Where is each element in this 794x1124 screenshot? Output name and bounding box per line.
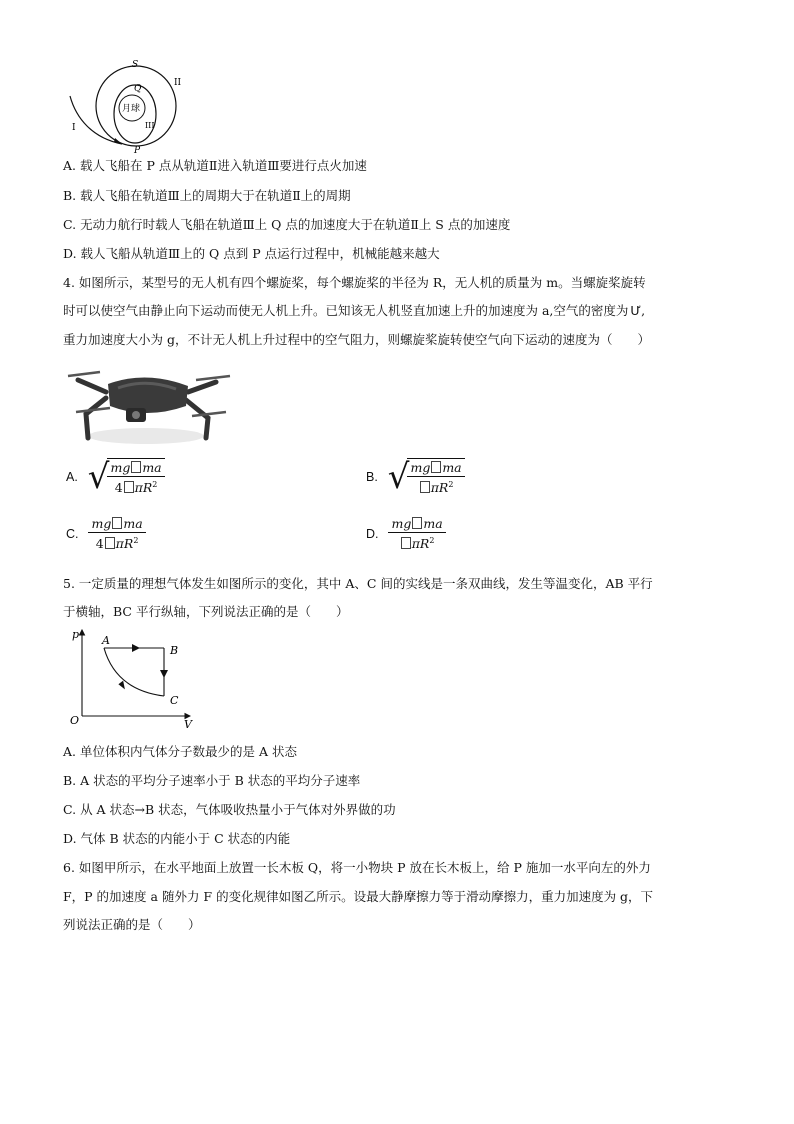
orbit-diagram (62, 58, 192, 158)
label-point-c: C (170, 694, 179, 707)
q4-option-b-label: B. (366, 470, 378, 485)
pv-graph (66, 624, 198, 732)
q4-stem-line3: 重力加速度大小为 g，不计无人机上升过程中的空气阻力，则螺旋桨旋转使空气向下运动的速度为（ ） (63, 332, 650, 347)
label-i: I (72, 123, 76, 133)
curve-ca (104, 648, 164, 696)
drone-image (66, 362, 232, 446)
q4-stem-line2: 时可以使空气由静止向下运动而使无人机上升。已知该无人机竖直加速上升的加速度为 a,空气的密度为 Ư, (63, 303, 646, 318)
q5-option-c: C. 从 A 状态→B 状态，气体吸收热量小于气体对外界做的功 (63, 802, 396, 817)
rho-glyph: Ư (630, 303, 642, 318)
q3-option-b: B. 载人飞船在轨道Ⅲ上的周期大于在轨道Ⅱ上的周期 (63, 188, 351, 203)
q4-stem-line1: 4. 如图所示，某型号的无人机有四个螺旋桨，每个螺旋桨的半径为 R，无人机的质量为 m。当螺旋桨旋转 (63, 275, 646, 290)
label-axis-v: V (184, 718, 192, 731)
q5-stem-line1: 5. 一定质量的理想气体发生如图所示的变化，其中 A、C 间的实线是一条双曲线，发生等温变化，AB 平行 (63, 576, 653, 591)
q6-stem-line2: F，P 的加速度 a 随外力 F 的变化规律如图乙所示。设最大静摩擦力等于滑动摩擦力，重力加速度为 g，下 (63, 889, 654, 904)
q5-stem-line2: 于横轴，BC 平行纵轴，下列说法正确的是（ ） (63, 604, 349, 619)
label-q: Q (134, 84, 142, 94)
q3-option-d: D. 载人飞船从轨道Ⅲ上的 Q 点到 P 点运行过程中，机械能越来越大 (63, 246, 440, 261)
q3-option-c: C. 无动力航行时载人飞船在轨道Ⅲ上 Q 点的加速度大于在轨道Ⅱ上 S 点的加速度 (63, 217, 511, 232)
label-p: P (134, 146, 141, 156)
q5-option-d: D. 气体 B 状态的内能小于 C 状态的内能 (63, 831, 291, 846)
q6-stem-line3: 列说法正确的是（ ） (63, 917, 201, 932)
q3-option-a: A. 载人飞船在 P 点从轨道Ⅱ进入轨道Ⅲ要进行点火加速 (63, 158, 367, 173)
sqrt-a: √ $\frac{\text{mg ma}}{4 \pi R^2}$ (88, 458, 165, 496)
q4-option-c[interactable]: C. $\frac{\text{mg ma}}{4 \pi R^2}$ (66, 516, 146, 552)
q4-option-a-label: A. (66, 470, 78, 485)
q5-option-a: A. 单位体积内气体分子数最少的是 A 状态 (63, 744, 297, 759)
q4-option-d-label: D. (366, 527, 379, 542)
label-origin: O (70, 714, 80, 727)
label-s: S (132, 60, 139, 70)
label-moon: 月球 (122, 104, 141, 114)
q4-option-a[interactable] (66, 458, 165, 496)
q4-option-c-label: C. (66, 527, 79, 542)
q6-stem-line1: 6. 如图甲所示，在水平地面上放置一长木板 Q，将一小物块 P 放在长木板上，给 P 施加一水平向左的外力 (63, 860, 651, 875)
sqrt-b: √ $\frac{\text{mg ma}}{\pi R^2}$ (388, 458, 465, 496)
label-point-a: A (102, 634, 110, 647)
q4-stem-line2-text: 时可以使空气由静止向下运动而使无人机上升。已知该无人机竖直加速上升的加速度为 a,空气的密度为 (63, 303, 629, 318)
q4-option-d[interactable]: D. $\frac{\text{mg ma}}{\pi R^2}$ (366, 516, 446, 552)
label-iii: III (145, 121, 155, 130)
label-point-b: B (170, 644, 179, 657)
label-ii: II (174, 78, 182, 88)
q4-option-b[interactable] (366, 458, 465, 496)
q5-option-b: B. A 状态的平均分子速率小于 B 状态的平均分子速率 (63, 773, 361, 788)
label-axis-p: p (72, 628, 80, 641)
